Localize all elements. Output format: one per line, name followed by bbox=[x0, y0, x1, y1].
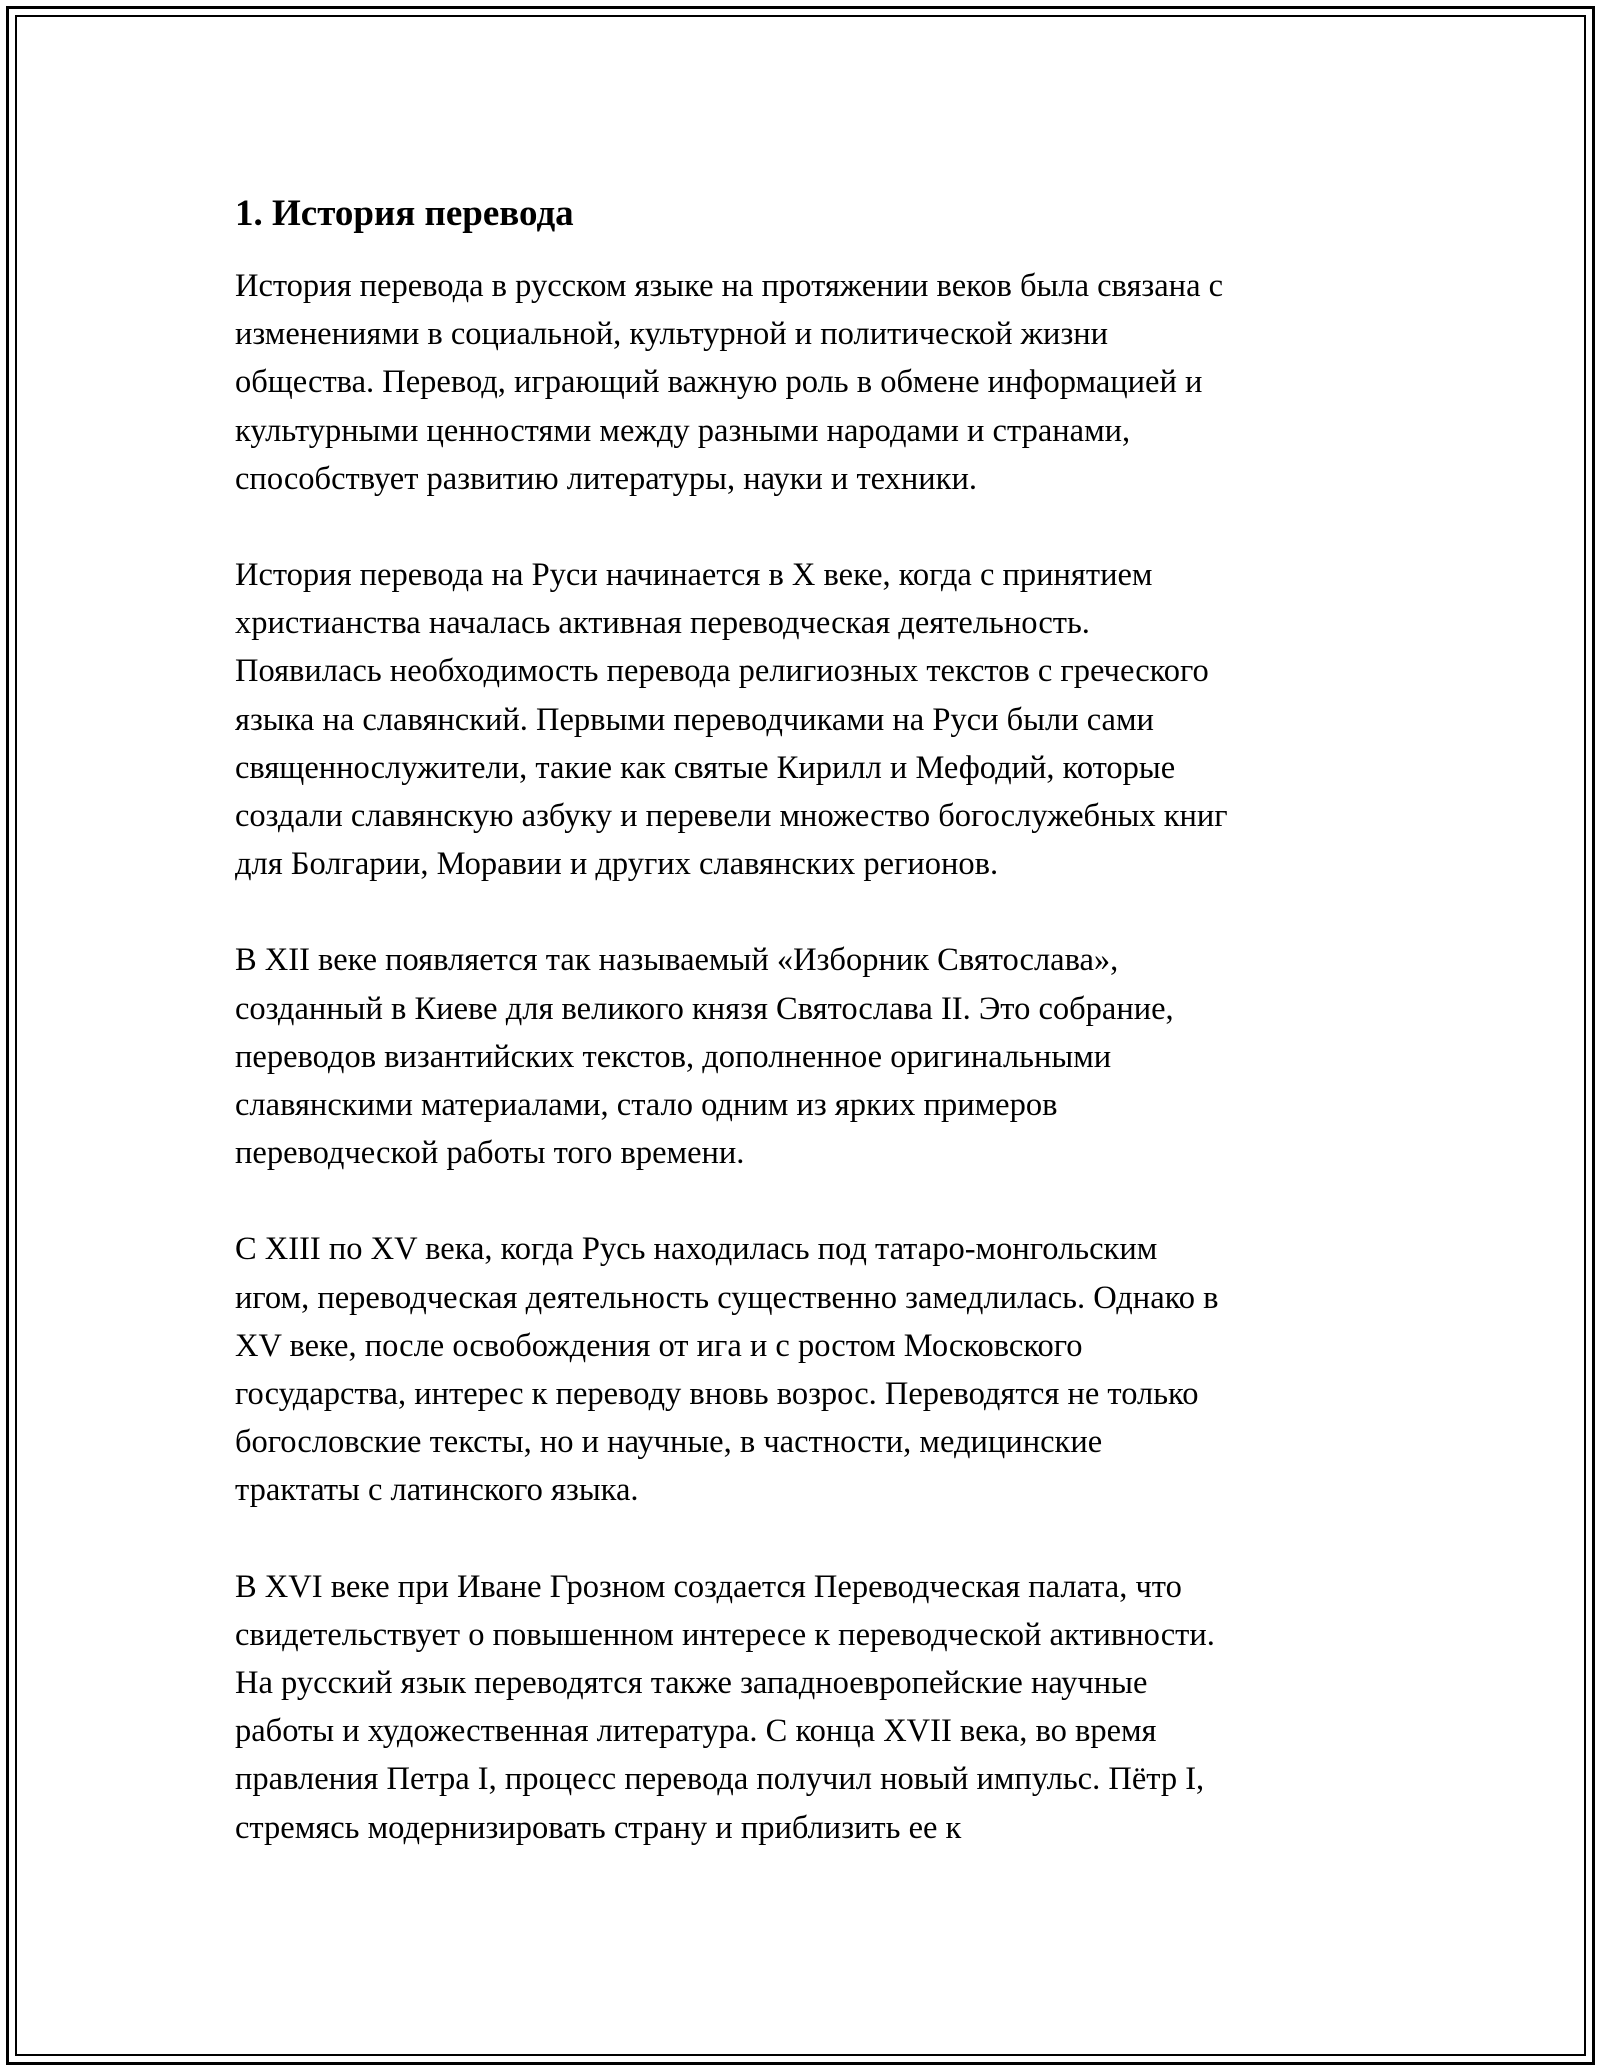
paragraph-2: История перевода на Руси начинается в X веке, когда с принятием христианства началась активная переводческая деятельность. Появилась необходимость перевода религиозных текстов с греческого языка на славянский. Первыми переводчиками на Руси были сами священнослужители, такие как святые Кирилл и Мефодий, которые создали славянскую азбуку и перевели множество богослужебных книг для Болгарии, Моравии и других славянских регионов. bbox=[235, 557, 1228, 883]
paragraph-5: В XVI веке при Иване Грозном создается Переводческая палата, что свидетельствует о повышенном интересе к переводческой активности. На русский язык переводятся также западноевропейские научные работы и художественная литература. С конца XVII века, во время правления Петра I, процесс перевода получил новый импульс. Пётр I, стремясь модернизировать страну и приблизить ее к bbox=[235, 1568, 1215, 1846]
section-heading: 1. История перевода bbox=[235, 193, 574, 234]
paragraph-3: В XII веке появляется так называемый «Изборник Святослава», созданный в Киеве для великого князя Святослава II. Это собрание, переводов византийских текстов, дополненное оригинальными славянскими материалами, стало одним из ярких примеров переводческой работы того времени. bbox=[235, 942, 1174, 1172]
paragraph-1: История перевода в русском языке на протяжении веков была связана с изменениями в социальной, культурной и политической жизни общества. Перевод, играющий важную роль в обмене информацией и культурными ценностями между разными народами и странами, способствует развитию литературы, науки и техники. bbox=[235, 268, 1224, 497]
document-body bbox=[235, 188, 1385, 1900]
paragraph-4: С XIII по XV века, когда Русь находилась под татаро-монгольским игом, переводческая деятельность существенно замедлилась. Однако в XV веке, после освобождения от ига и с ростом Московского государства, интерес к переводу вновь возрос. Переводятся не только богословские тексты, но и научные, в частности, медицинские трактаты с латинского языка. bbox=[235, 1231, 1219, 1509]
